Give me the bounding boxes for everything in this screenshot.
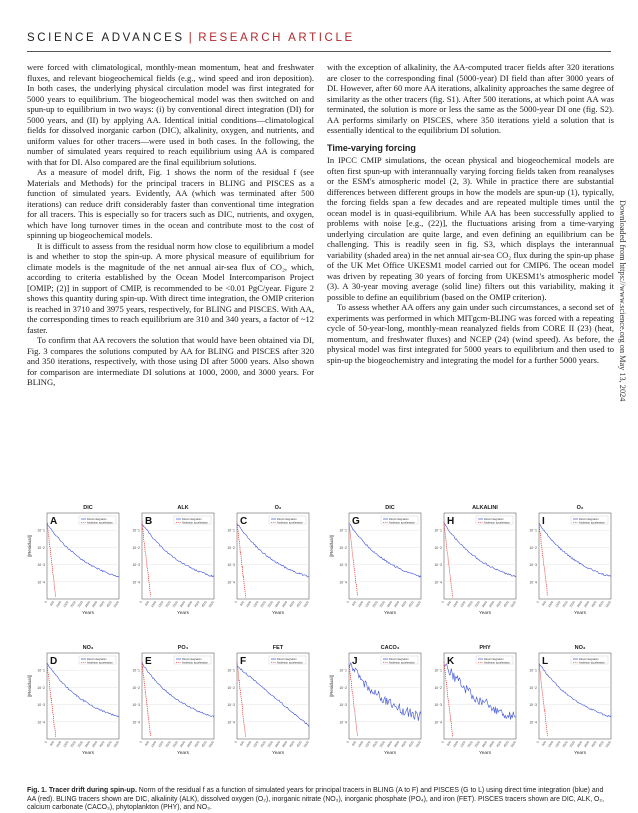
x-axis-label: Years (176, 751, 190, 756)
figure-panel-j (329, 645, 423, 760)
panel-title: NO₃ (574, 645, 586, 651)
y-tick-label: 10⁻2 (227, 685, 235, 690)
right-column (327, 62, 614, 365)
x-tick-label: 3000 (385, 740, 394, 749)
panel-letter: L (542, 656, 549, 667)
x-tick-label: 0 (43, 740, 48, 744)
x-tick-label: 2000 (164, 740, 172, 749)
y-tick-label: 10⁻2 (37, 685, 45, 690)
plot-frame (349, 513, 421, 599)
x-axis-label: Years (81, 751, 95, 756)
legend-label: Direct integration (87, 518, 107, 521)
x-axis-label: Years (573, 751, 587, 756)
x-tick-label: 3500 (583, 600, 591, 609)
x-tick-label: 1500 (62, 600, 70, 609)
legend-label: Anderson acceleration (484, 661, 510, 665)
x-tick-label: 3500 (488, 740, 496, 749)
x-tick-label: 4500 (105, 740, 113, 749)
x-tick-label: 500 (445, 740, 453, 747)
x-tick-label: 2000 (259, 740, 267, 749)
x-axis-label: Years (478, 611, 492, 616)
figure-panel-l (519, 645, 613, 760)
panel-letter: I (542, 516, 545, 527)
x-tick-label: 500 (238, 740, 246, 747)
x-axis-label: Years (478, 751, 492, 756)
panel-title: DIC (385, 505, 395, 511)
y-tick-label: 10⁻2 (37, 545, 45, 550)
y-tick-label: 10⁻1 (529, 528, 537, 533)
x-tick-label: 3000 (385, 600, 394, 609)
x-tick-label: 2500 (171, 600, 179, 609)
y-tick-label: 10⁻4 (529, 720, 537, 725)
x-tick-label: 3500 (186, 600, 194, 609)
x-tick-label: 1500 (459, 740, 467, 749)
x-tick-label: 3000 (178, 740, 187, 749)
x-tick-label: 1000 (150, 600, 158, 609)
download-note: Downloaded from https://www.science.org on May 13, 2024 (618, 200, 627, 402)
x-tick-label: 0 (440, 740, 445, 744)
x-tick-label: 1000 (357, 740, 365, 749)
legend-label: Anderson acceleration (484, 521, 510, 525)
x-tick-label: 3000 (83, 740, 92, 749)
x-tick-label: 4500 (502, 740, 510, 749)
figure-panel-a (27, 505, 121, 620)
y-tick-label: 10⁻3 (339, 703, 347, 708)
x-tick-label: 1000 (452, 600, 460, 609)
panel-letter: D (50, 656, 58, 667)
x-axis-label: Years (383, 611, 397, 616)
y-tick-label: 10⁻1 (132, 668, 140, 673)
x-tick-label: 500 (48, 740, 56, 747)
x-tick-label: 3000 (273, 740, 282, 749)
plot-frame (539, 513, 611, 599)
x-tick-label: 1000 (150, 740, 158, 749)
legend-label: Direct integration (484, 518, 504, 521)
x-tick-label: 4000 (193, 740, 201, 749)
x-tick-label: 4000 (590, 740, 598, 749)
panel-letter: K (447, 656, 455, 667)
x-tick-label: 4500 (200, 740, 208, 749)
x-tick-label: 4500 (295, 600, 303, 609)
plot-frame (539, 653, 611, 739)
panel-letter: B (145, 516, 153, 527)
x-tick-label: 0 (535, 740, 540, 744)
x-tick-label: 5000 (302, 600, 310, 609)
y-tick-label: 10⁻1 (37, 668, 45, 673)
y-tick-label: 10⁻1 (132, 528, 140, 533)
x-axis-label: Years (176, 611, 190, 616)
legend-label: Anderson acceleration (87, 521, 113, 525)
y-tick-label: 10⁻4 (227, 720, 235, 725)
x-tick-label: 0 (138, 600, 143, 604)
y-tick-label: 10⁻4 (227, 580, 235, 585)
x-tick-label: 2000 (561, 600, 569, 609)
legend-label: Anderson acceleration (579, 661, 605, 665)
x-tick-label: 500 (350, 740, 358, 747)
x-tick-label: 4000 (288, 740, 296, 749)
x-tick-label: 1000 (452, 740, 460, 749)
y-tick-label: 10⁻4 (37, 580, 45, 585)
x-tick-label: 5000 (509, 740, 517, 749)
y-axis-label: ||Residual|| (27, 535, 32, 558)
x-tick-label: 2500 (76, 740, 84, 749)
paragraph: were forced with climatological, monthly-mean momentum, heat and freshwater fluxes, and relevant biogeochemical fields (e.g., wind speed and iron deposition). In both cases, the underlying physical circulation model was first integrated for 5000 years to equilibrium. The biogeochemical model was then switched on and spun-up to equilibrium in two ways: (i) by conventional direct integration (DI) for 5000 years, and (II) by applying AA. Identical initial conditions—climatological fields for dissolved inorganic carbon (DIC), alkalinity, oxygen, and nutrients, and uniform values for other tracers—were used in both cases. In the following, the number of simulated years required to reach equilibrium using AA is compared with that for DI. Also compared are the final equilibrium solutions. (27, 62, 314, 167)
legend-label: Direct integration (87, 658, 107, 661)
x-tick-label: 2500 (473, 740, 481, 749)
x-tick-label: 500 (445, 600, 453, 607)
x-tick-label: 1000 (55, 600, 63, 609)
x-tick-label: 4500 (407, 600, 415, 609)
x-tick-label: 3500 (583, 740, 591, 749)
y-tick-label: 10⁻1 (339, 668, 347, 673)
x-tick-label: 500 (540, 740, 548, 747)
figure-panel-f (217, 645, 311, 760)
panel-letter: F (240, 656, 247, 667)
figure-panel-c (217, 505, 311, 620)
x-tick-label: 2000 (164, 600, 172, 609)
x-tick-label: 500 (238, 600, 246, 607)
x-tick-label: 4000 (400, 740, 408, 749)
x-tick-label: 3000 (178, 600, 187, 609)
figure-panel-g (329, 505, 423, 620)
y-tick-label: 10⁻3 (37, 563, 45, 568)
plot-frame (47, 653, 119, 739)
x-tick-label: 2000 (466, 740, 474, 749)
y-tick-label: 10⁻2 (434, 685, 442, 690)
x-tick-label: 4500 (597, 600, 605, 609)
x-tick-label: 4500 (200, 600, 208, 609)
panel-letter: J (352, 656, 358, 667)
x-tick-label: 0 (233, 740, 238, 744)
y-tick-label: 10⁻2 (529, 545, 537, 550)
y-tick-label: 10⁻2 (132, 685, 140, 690)
legend-label: Direct integration (182, 518, 202, 521)
paragraph: As a measure of model drift, Fig. 1 shows the norm of the residual f (see Materials and Methods) for the principal tracers in BLING and PISCES as a function of simulated years. Evidently, AA (which was terminated after 500 iterations) can reduce drift considerably faster than conventional time integration for all tracers. This is especially so for tracers such as DIC, nutrients, and oxygen, which have long turnover times in the ocean and contribute most to the cost of spinning up biogeochemical models. (27, 167, 314, 241)
x-tick-label: 4000 (400, 600, 408, 609)
x-tick-label: 2500 (76, 600, 84, 609)
panel-title: ALKALINI (472, 505, 498, 511)
legend-label: Anderson acceleration (87, 661, 113, 665)
x-tick-label: 1500 (62, 740, 70, 749)
y-tick-label: 10⁻2 (132, 545, 140, 550)
legend-label: Direct integration (182, 658, 202, 661)
y-axis-label: ||Residual|| (329, 535, 334, 558)
y-tick-label: 10⁻4 (37, 720, 45, 725)
panel-plot (217, 505, 311, 611)
y-tick-label: 10⁻4 (132, 580, 140, 585)
x-tick-label: 1000 (245, 600, 253, 609)
x-tick-label: 2000 (69, 740, 77, 749)
panel-plot (122, 505, 216, 611)
panel-plot (519, 645, 613, 751)
x-tick-label: 1500 (364, 740, 372, 749)
paragraph: To confirm that AA recovers the solution that would have been obtained via DI, Fig. 3 compares the solutions computed by AA for BLING and PISCES after 320 and 350 iterations, respectively, with those using DI after 5000 years. Also shown for comparison are intermediate DI solutions at 1000, 2000, and 3000 years. For BLING, (27, 335, 314, 388)
journal-name: SCIENCE ADVANCES (27, 32, 185, 44)
figure-panel-b (122, 505, 216, 620)
x-tick-label: 500 (540, 600, 548, 607)
legend-label: Direct integration (579, 658, 599, 661)
x-tick-label: 5000 (302, 740, 310, 749)
y-tick-label: 10⁻2 (339, 545, 347, 550)
x-tick-label: 2500 (266, 600, 274, 609)
x-tick-label: 3500 (393, 600, 401, 609)
figure-panel-i (519, 505, 613, 620)
panel-title: O₂ (576, 505, 584, 511)
legend-label: Direct integration (389, 658, 409, 661)
panel-letter: H (447, 516, 455, 527)
x-tick-label: 2000 (259, 600, 267, 609)
y-axis-label: ||Residual|| (27, 675, 32, 698)
x-tick-label: 3000 (480, 740, 489, 749)
caption-text: Norm of the residual f as a function of simulated years for principal tracers in BLING (A to F) and PISCES (G to L) using direct time integration (blue) and AA (red). BLING tracers shown are DIC, alkalinity (ALK), dissolved oxygen (O₂), inorganic nitrate (NO₃), inorganic phosphate (PO₄), and iron (FET). PISCES tracers shown are DIC, ALK, O₂, calcium carbonate (CACO₃), phytoplankton (PHY), and NO₃. (27, 787, 604, 812)
y-tick-label: 10⁻2 (339, 685, 347, 690)
legend-label: Direct integration (277, 518, 297, 521)
legend-label: Anderson acceleration (389, 661, 415, 665)
x-tick-label: 5000 (112, 740, 120, 749)
y-tick-label: 10⁻2 (529, 685, 537, 690)
panel-title: FET (272, 645, 284, 651)
x-tick-label: 4000 (495, 740, 503, 749)
x-tick-label: 2500 (378, 600, 386, 609)
x-tick-label: 5000 (604, 600, 612, 609)
y-tick-label: 10⁻3 (227, 563, 235, 568)
x-tick-label: 4000 (193, 600, 201, 609)
x-tick-label: 5000 (414, 600, 422, 609)
x-tick-label: 4000 (590, 600, 598, 609)
x-tick-label: 4500 (105, 600, 113, 609)
y-tick-label: 10⁻3 (529, 703, 537, 708)
y-tick-label: 10⁻4 (434, 720, 442, 725)
y-tick-label: 10⁻2 (227, 545, 235, 550)
x-tick-label: 2500 (568, 740, 576, 749)
x-tick-label: 0 (345, 600, 350, 604)
panel-plot (519, 505, 613, 611)
x-tick-label: 5000 (207, 600, 215, 609)
x-tick-label: 500 (143, 740, 151, 747)
paragraph: To assess whether AA offers any gain under such circumstances, a second set of experiments was performed in which MITgcm-BLING was forced with a repeating cycle of 50-year-long, monthly-mean reanalyzed fields from CORE II (23) (heat, momentum, and freshwater fluxes) and NCEP (24) (wind speed). As before, the physical model was first integrated for 5000 years to equilibrium and then used to spin-up the biogeochemistry and integrating the model for a further 5000 years. (327, 302, 614, 365)
x-tick-label: 0 (440, 600, 445, 604)
x-tick-label: 5000 (207, 740, 215, 749)
panel-plot (329, 505, 423, 611)
x-tick-label: 4500 (502, 600, 510, 609)
x-tick-label: 5000 (414, 740, 422, 749)
y-tick-label: 10⁻3 (227, 703, 235, 708)
x-tick-label: 3500 (393, 740, 401, 749)
panel-plot (122, 645, 216, 751)
caption-label: Fig. 1. Tracer drift during spin-up. (27, 787, 137, 794)
x-tick-label: 1500 (252, 740, 260, 749)
x-tick-label: 0 (138, 740, 143, 744)
panel-title: DIC (83, 505, 93, 511)
x-tick-label: 500 (350, 600, 358, 607)
y-tick-label: 10⁻3 (132, 703, 140, 708)
x-tick-label: 4500 (597, 740, 605, 749)
panel-plot (27, 645, 121, 751)
y-tick-label: 10⁻4 (339, 720, 347, 725)
x-axis-label: Years (271, 611, 285, 616)
panel-plot (329, 645, 423, 751)
x-tick-label: 1000 (55, 740, 63, 749)
y-tick-label: 10⁻1 (227, 528, 235, 533)
x-tick-label: 0 (43, 600, 48, 604)
x-tick-label: 3000 (83, 600, 92, 609)
x-tick-label: 4000 (288, 600, 296, 609)
paragraph: It is difficult to assess from the residual norm how close to equilibrium a model is and whether to stop the spin-up. A more physical measure of equilibrium for climate models is the magnitude of the net annual air-sea flux of CO₂, which, according to criteria established by the Ocean Model Intercomparison Project [OMIP; (2)] in support of CMIP, is recommended to be <0.01 PgC/year. Figure 2 shows this quantity during spin-up. With direct time integration, the OMIP criterion is reached in 3710 and 3975 years, respectively, for BLING and PISCES. With AA, the corresponding times to reach equilibrium are 310 and 340 years, a factor of ~12 faster. (27, 240, 314, 335)
x-tick-label: 3000 (575, 600, 584, 609)
panel-plot (217, 645, 311, 751)
x-axis-label: Years (383, 751, 397, 756)
x-tick-label: 4000 (495, 600, 503, 609)
plot-frame (47, 513, 119, 599)
x-tick-label: 1500 (554, 740, 562, 749)
x-tick-label: 500 (48, 600, 56, 607)
x-tick-label: 5000 (604, 740, 612, 749)
x-tick-label: 1500 (459, 600, 467, 609)
plot-frame (349, 653, 421, 739)
panel-letter: E (145, 656, 152, 667)
x-tick-label: 3000 (575, 740, 584, 749)
plot-frame (237, 513, 309, 599)
x-tick-label: 2000 (561, 740, 569, 749)
x-tick-label: 500 (143, 600, 151, 607)
y-tick-label: 10⁻3 (339, 563, 347, 568)
plot-frame (142, 653, 214, 739)
x-tick-label: 3000 (273, 600, 282, 609)
legend-label: Direct integration (484, 658, 504, 661)
panel-title: ALK (177, 505, 189, 511)
y-tick-label: 10⁻3 (529, 563, 537, 568)
figure-panel-k (424, 645, 518, 760)
x-tick-label: 3500 (488, 600, 496, 609)
figure-caption (27, 787, 611, 813)
paragraph: with the exception of alkalinity, the AA-computed tracer fields after 320 iterations are closer to the corresponding final (5000-year) DI field than after 3000 years of DI. However, after 60 more AA iterations, alkalinity approaches the same degree of similarity as the other tracers (fig. S1). After 500 iterations, at which point AA was terminated, the solution is more or less the same as the 5000-year DI one (fig. S2). AA performs similarly on PISCES, where 350 iterations yield a solution that is essentially identical to the equilibrium DI solution. (327, 62, 614, 136)
legend-label: Anderson acceleration (579, 521, 605, 525)
panel-plot (424, 645, 518, 751)
x-tick-label: 2000 (371, 600, 379, 609)
x-tick-label: 1000 (245, 740, 253, 749)
y-tick-label: 10⁻3 (37, 703, 45, 708)
section-heading: Time-varying forcing (327, 142, 416, 153)
x-tick-label: 1000 (547, 600, 555, 609)
panel-plot (424, 505, 518, 611)
y-tick-label: 10⁻1 (529, 668, 537, 673)
y-tick-label: 10⁻1 (434, 668, 442, 673)
x-tick-label: 4000 (98, 740, 106, 749)
x-tick-label: 3500 (281, 600, 289, 609)
legend-label: Direct integration (579, 518, 599, 521)
panel-plot (27, 505, 121, 611)
y-tick-label: 10⁻1 (227, 668, 235, 673)
x-tick-label: 1500 (157, 600, 165, 609)
x-tick-label: 2500 (568, 600, 576, 609)
x-tick-label: 4000 (98, 600, 106, 609)
y-tick-label: 10⁻4 (132, 720, 140, 725)
header-rule (27, 51, 611, 52)
panel-letter: G (352, 516, 360, 527)
x-tick-label: 3500 (91, 740, 99, 749)
legend-label: Anderson acceleration (182, 661, 208, 665)
x-tick-label: 3500 (91, 600, 99, 609)
x-tick-label: 1500 (364, 600, 372, 609)
x-tick-label: 3500 (281, 740, 289, 749)
paragraph: In IPCC CMIP simulations, the ocean physical and biogeochemical models are often first spun-up with interannually varying forcing fields taken from reanalyses or the ESM's atmospheric model (2, 3). While in practice there are substantial differences between different groups in how the models are spun-up (1), typically, the forcing fields span a few decades and are repeated multiple times until the ocean model is in quasi-equilibrium. While AA has been successfully applied to problems with noise [e.g., (22)], the fluctuations arising from a time-varying underlying circulation are quite large, and even defining an equilibrium can be challenging. This is readily seen in fig. S3, which displays the interannual variability (shaded area) in the net annual air-sea CO₂ flux during the spin-up phase of the UK Met Office UKESM1 model carried out for CMIP6. The ocean model was driven by repeating 30 years of forcing from UKESM1's atmospheric model (3). A 30-year moving average (solid line) filters out this variability, making it possible to define an equilibrium (based on the OMIP criterion). (327, 155, 614, 302)
panel-title: PO₄ (177, 645, 189, 651)
panel-letter: A (50, 516, 58, 527)
x-tick-label: 1500 (252, 600, 260, 609)
y-axis-label: ||Residual|| (329, 675, 334, 698)
figure-panel-d (27, 645, 121, 760)
y-tick-label: 10⁻4 (434, 580, 442, 585)
legend-label: Anderson acceleration (389, 521, 415, 525)
x-tick-label: 5000 (112, 600, 120, 609)
figure-panel-e (122, 645, 216, 760)
x-axis-label: Years (81, 611, 95, 616)
x-tick-label: 1000 (357, 600, 365, 609)
journal-header (27, 32, 355, 44)
x-tick-label: 0 (345, 740, 350, 744)
x-tick-label: 4500 (407, 740, 415, 749)
x-tick-label: 5000 (509, 600, 517, 609)
x-tick-label: 3500 (186, 740, 194, 749)
plot-frame (444, 653, 516, 739)
x-tick-label: 1000 (547, 740, 555, 749)
x-tick-label: 1500 (554, 600, 562, 609)
y-tick-label: 10⁻3 (434, 703, 442, 708)
y-tick-label: 10⁻3 (132, 563, 140, 568)
y-tick-label: 10⁻2 (434, 545, 442, 550)
plot-frame (444, 513, 516, 599)
panel-title: NO₃ (82, 645, 94, 651)
x-axis-label: Years (271, 751, 285, 756)
legend-label: Anderson acceleration (277, 521, 303, 525)
y-tick-label: 10⁻1 (434, 528, 442, 533)
x-tick-label: 4500 (295, 740, 303, 749)
header-separator: | (188, 32, 195, 44)
plot-frame (142, 513, 214, 599)
x-axis-label: Years (573, 611, 587, 616)
x-tick-label: 1500 (157, 740, 165, 749)
left-column (27, 62, 314, 388)
panel-title: PHY (479, 645, 491, 651)
x-tick-label: 2000 (371, 740, 379, 749)
x-tick-label: 2000 (466, 600, 474, 609)
x-tick-label: 3000 (480, 600, 489, 609)
x-tick-label: 0 (535, 600, 540, 604)
panel-letter: C (240, 516, 248, 527)
y-tick-label: 10⁻4 (529, 580, 537, 585)
x-tick-label: 2500 (171, 740, 179, 749)
legend-label: Direct integration (389, 518, 409, 521)
x-tick-label: 2500 (266, 740, 274, 749)
x-tick-label: 2500 (378, 740, 386, 749)
section-label: RESEARCH ARTICLE (198, 32, 355, 44)
y-tick-label: 10⁻1 (339, 528, 347, 533)
figure-1 (27, 505, 611, 783)
y-tick-label: 10⁻4 (339, 580, 347, 585)
figure-panel-h (424, 505, 518, 620)
panel-title: CACO₃ (380, 645, 400, 651)
legend-label: Direct integration (277, 658, 297, 661)
legend-label: Anderson acceleration (182, 521, 208, 525)
legend-label: Anderson acceleration (277, 661, 303, 665)
x-tick-label: 2500 (473, 600, 481, 609)
y-tick-label: 10⁻3 (434, 563, 442, 568)
x-tick-label: 0 (233, 600, 238, 604)
y-tick-label: 10⁻1 (37, 528, 45, 533)
panel-title: O₂ (274, 505, 282, 511)
x-tick-label: 2000 (69, 600, 77, 609)
